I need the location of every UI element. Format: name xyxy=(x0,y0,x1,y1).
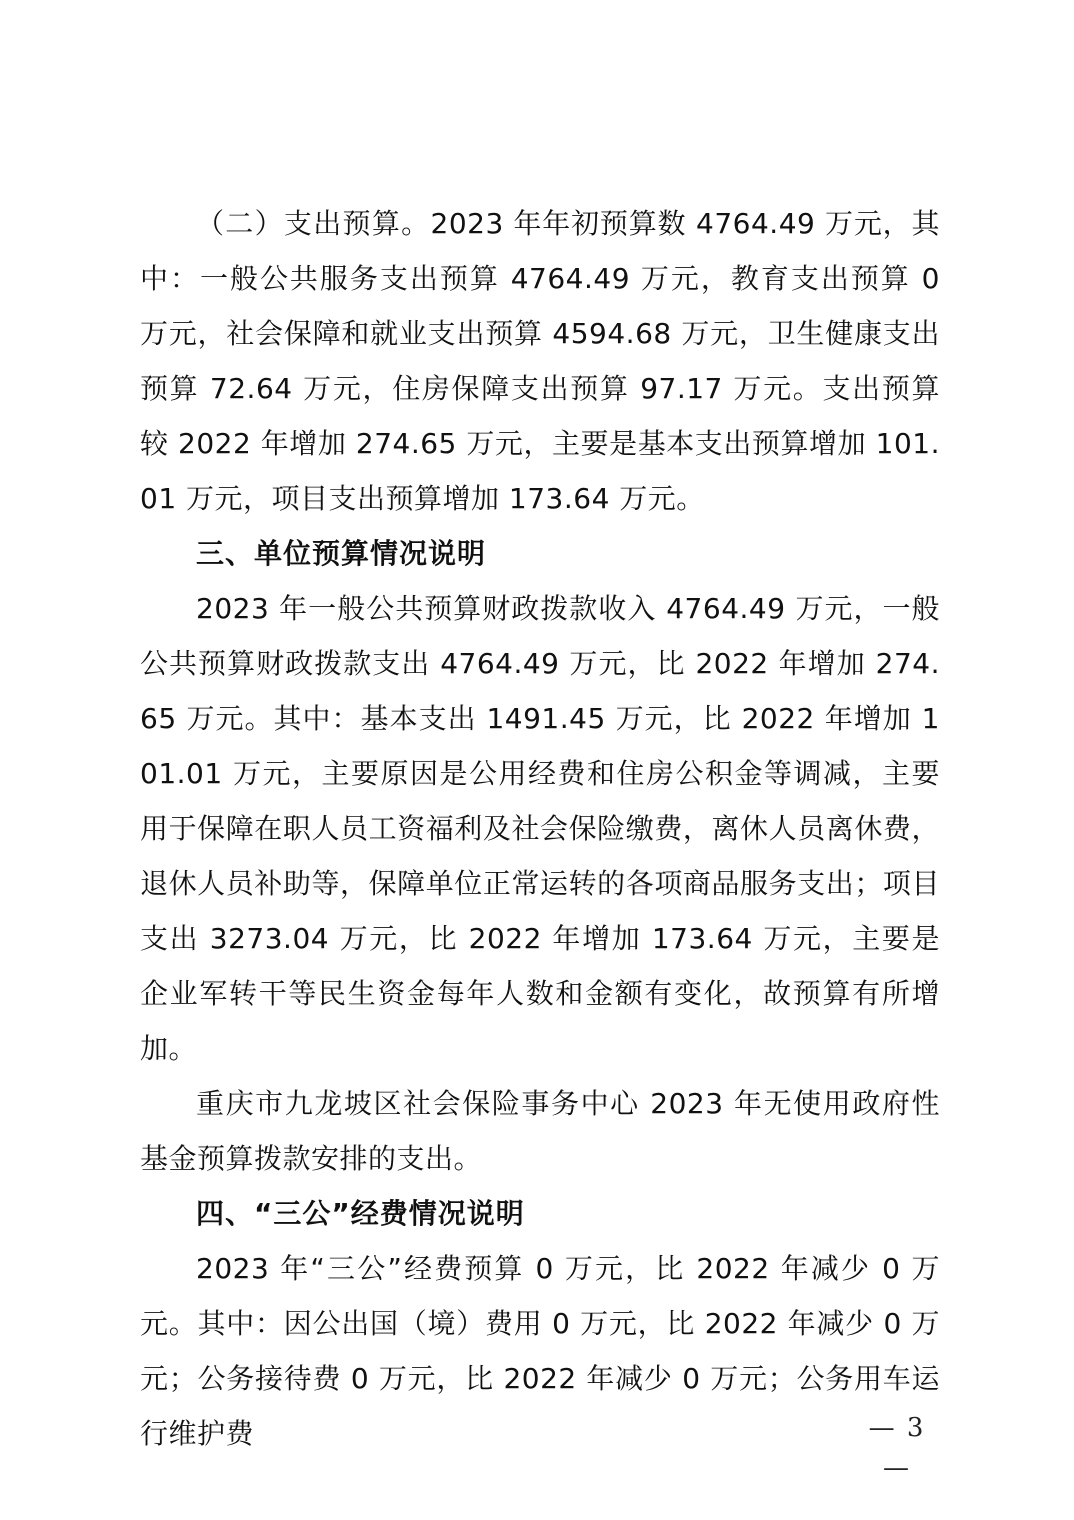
heading-unit-budget: 三、单位预算情况说明 xyxy=(196,537,487,570)
section-two-paragraph xyxy=(140,196,940,526)
page-number: — 3 — xyxy=(868,1413,926,1483)
section-two-lead: （二）支出预算。 xyxy=(196,207,431,240)
unit-budget-paragraph-2: 重庆市九龙坡区社会保险事务中心 2023 年无使用政府性基金预算拨款安排的支出。 xyxy=(140,1087,940,1175)
section-two-text: 2023 年年初预算数 4764.49 万元，其中：一般公共服务支出预算 4764.49 万元，教育支出预算 0 万元，社会保障和就业支出预算 4594.68 万元，卫生健康支出预算 72.64 万元，住房保障支出预算 97.17 万元。支出预算较 2022 年增加 274.65 万元，主要是基本支出预算增加 101.01 万元，项目支出预算增加 173.64 万元。 xyxy=(140,207,940,515)
three-public-paragraph-1: 2023 年“三公”经费预算 0 万元，比 2022 年减少 0 万元。其中：因公出国（境）费用 0 万元，比 2022 年减少 0 万元；公务接待费 0 万元，比 2022 年减少 0 万元；公务用车运行维护费 xyxy=(140,1252,940,1450)
unit-budget-paragraph-1: 2023 年一般公共预算财政拨款收入 4764.49 万元，一般公共预算财政拨款支出 4764.49 万元，比 2022 年增加 274.65 万元。其中：基本支出 1491.45 万元，比 2022 年增加 101.01 万元，主要原因是公用经费和住房公积金等调减，主要用于保障在职人员工资福利及社会保险缴费，离休人员离休费，退休人员补助等，保障单位正常运转的各项商品服务支出；项目支出 3273.04 万元，比 2022 年增加 173.64 万元，主要是企业军转干等民生资金每年人数和金额有变化，故预算有所增加。 xyxy=(140,592,940,1065)
document-body xyxy=(140,196,940,1461)
heading-three-public-expenses: 四、“三公”经费情况说明 xyxy=(196,1197,525,1230)
